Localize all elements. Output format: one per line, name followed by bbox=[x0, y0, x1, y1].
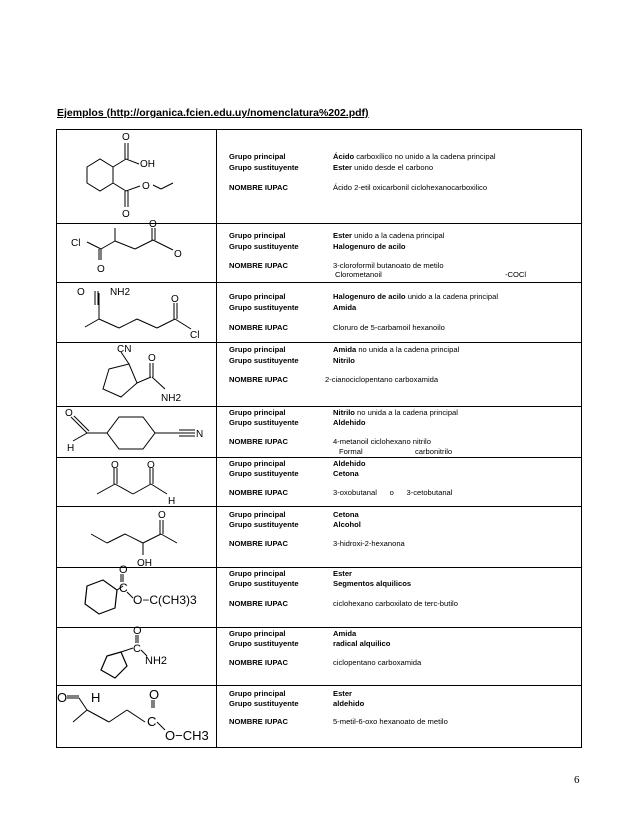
text-label: Amida bbox=[333, 345, 357, 354]
text-label: NOMBRE IUPAC bbox=[229, 375, 288, 384]
atom-label: Cl bbox=[71, 238, 81, 249]
examples-table bbox=[56, 129, 582, 748]
atom-label: C bbox=[147, 714, 157, 729]
atom-label: H bbox=[91, 690, 101, 705]
text-label: Ácido 2-etil oxicarbonil ciclohexanocarboxilico bbox=[333, 183, 488, 192]
atom-label: H bbox=[67, 443, 75, 454]
info-cell bbox=[217, 283, 582, 343]
text-label: NOMBRE IUPAC bbox=[229, 261, 288, 270]
text-label: NOMBRE IUPAC bbox=[229, 488, 288, 497]
info-cell bbox=[217, 568, 582, 628]
info-cell bbox=[217, 628, 582, 686]
text-label: 3-oxobutanal o 3-cetobutanal bbox=[333, 488, 453, 497]
atom-label: O bbox=[77, 287, 85, 298]
text-label: Halogenuro de acilo bbox=[333, 292, 406, 301]
text-label: Grupo sustituyente bbox=[229, 520, 299, 529]
text-label: Grupo principal bbox=[229, 231, 286, 240]
text-label: Grupo principal bbox=[229, 292, 286, 301]
text-label: NOMBRE IUPAC bbox=[229, 539, 288, 548]
text-label: Amida bbox=[333, 629, 357, 638]
info-cell bbox=[217, 458, 582, 507]
table-row bbox=[57, 628, 582, 686]
text-label: radical alquilico bbox=[333, 639, 391, 648]
text-label: carboxílico no unido a la cadena principal bbox=[354, 152, 496, 161]
atom-label: OH bbox=[137, 558, 152, 569]
atom-label: O bbox=[119, 564, 128, 576]
text-label: 3-cloroformil butanoato de metilo bbox=[333, 261, 444, 270]
text-label: Grupo sustituyente bbox=[229, 356, 299, 365]
text-label: Grupo sustituyente bbox=[229, 699, 299, 708]
atom-label: O bbox=[147, 460, 155, 471]
structure-cell bbox=[57, 407, 217, 458]
text-label: Grupo principal bbox=[229, 152, 286, 161]
text-label: unido desde el carbono bbox=[352, 163, 434, 172]
text-label: 3-hidroxi-2-hexanona bbox=[333, 539, 405, 548]
atom-label: OH bbox=[140, 159, 155, 170]
atom-label: C bbox=[119, 581, 128, 595]
molecule-structure-2 bbox=[57, 219, 216, 283]
text-label: no unida a la cadena principal bbox=[354, 408, 458, 417]
text-label: Ester bbox=[333, 163, 352, 172]
text-label: 2-cianociclopentano carboxamida bbox=[325, 375, 439, 384]
atom-label: O bbox=[133, 625, 142, 637]
examples-heading: Ejemplos (http://organica.fcien.edu.uy/nomenclatura%202.pdf) bbox=[57, 107, 369, 119]
structure-cell bbox=[57, 283, 217, 343]
atom-label: Cl bbox=[190, 330, 200, 341]
text-label: Grupo sustituyente bbox=[229, 242, 299, 251]
text-label: aldehido bbox=[333, 699, 365, 708]
molecule-structure-10 bbox=[57, 686, 216, 748]
structure-cell bbox=[57, 219, 217, 283]
text-label: Grupo sustituyente bbox=[229, 303, 299, 312]
text-label: Nitrilo bbox=[333, 408, 355, 417]
atom-label: O bbox=[174, 249, 182, 260]
alt-name: Clorometanoil bbox=[335, 270, 382, 279]
atom-label: O bbox=[158, 510, 166, 521]
atom-label: O bbox=[57, 690, 68, 705]
text-label: Ester bbox=[333, 569, 352, 578]
molecule-structure-5 bbox=[57, 407, 216, 458]
text-label: ciclohexano carboxilato de terc-butilo bbox=[333, 599, 458, 608]
table-row bbox=[57, 568, 582, 628]
atom-label: CN bbox=[117, 344, 132, 355]
page-number: 6 bbox=[574, 774, 580, 786]
text-label: Amida bbox=[333, 303, 357, 312]
table-row bbox=[57, 343, 582, 407]
atom-label: O bbox=[171, 294, 179, 305]
molecule-structure-3 bbox=[57, 283, 216, 343]
info-cell bbox=[217, 130, 582, 224]
atom-label: H bbox=[168, 496, 176, 507]
structure-cell bbox=[57, 343, 217, 407]
info-cell bbox=[217, 686, 582, 748]
text-label: 4-metanoil ciclohexano nitrilo bbox=[333, 437, 431, 446]
text-label: Grupo sustituyente bbox=[229, 163, 299, 172]
text-label: Cetona bbox=[333, 469, 359, 478]
structure-cell bbox=[57, 130, 217, 224]
molecule-structure-9 bbox=[57, 625, 216, 686]
text-label: NOMBRE IUPAC bbox=[229, 717, 288, 726]
atom-label: O bbox=[65, 408, 73, 419]
table-row bbox=[57, 686, 582, 748]
text-label: Grupo principal bbox=[229, 689, 286, 698]
table-row bbox=[57, 130, 582, 224]
text-label: Ácido bbox=[333, 152, 355, 161]
table-row bbox=[57, 283, 582, 343]
molecule-structure-7 bbox=[57, 507, 216, 568]
text-label: NOMBRE IUPAC bbox=[229, 437, 288, 446]
atom-label: O−C(CH3)3 bbox=[133, 593, 197, 607]
atom-label: O bbox=[142, 181, 150, 192]
alt-name-suffix: carbonitrilo bbox=[415, 447, 453, 456]
text-label: NOMBRE IUPAC bbox=[229, 599, 288, 608]
structure-cell bbox=[57, 625, 217, 686]
atom-label: O bbox=[149, 219, 157, 230]
text-label: Grupo sustituyente bbox=[229, 469, 299, 478]
text-label: Grupo sustituyente bbox=[229, 579, 299, 588]
structure-cell bbox=[57, 458, 217, 507]
text-label: Grupo principal bbox=[229, 459, 286, 468]
text-label: Nitrilo bbox=[333, 356, 355, 365]
text-label: Halogenuro de acilo bbox=[333, 242, 406, 251]
text-label: Grupo sustituyente bbox=[229, 418, 299, 427]
text-label: ciclopentano carboxamida bbox=[333, 658, 422, 667]
atom-label: O bbox=[122, 209, 130, 220]
alt-formula: -COCl bbox=[505, 270, 527, 279]
text-label: Grupo principal bbox=[229, 569, 286, 578]
table-row bbox=[57, 407, 582, 458]
table-row bbox=[57, 507, 582, 568]
info-cell bbox=[217, 507, 582, 568]
atom-label: NH2 bbox=[161, 393, 182, 404]
text-label: Aldehido bbox=[333, 418, 366, 427]
text-label: Grupo sustituyente bbox=[229, 639, 299, 648]
text-label: Cloruro de 5-carbamoil hexanoilo bbox=[333, 323, 445, 332]
info-cell bbox=[217, 224, 582, 283]
atom-label: O bbox=[97, 264, 105, 275]
info-cell bbox=[217, 343, 582, 407]
text-label: NOMBRE IUPAC bbox=[229, 323, 288, 332]
text-label: Cetona bbox=[333, 510, 359, 519]
text-label: Grupo principal bbox=[229, 629, 286, 638]
atom-label: NH2 bbox=[145, 655, 168, 667]
text-label: unido a la cadena principal bbox=[405, 292, 499, 301]
structure-cell bbox=[57, 507, 217, 568]
text-label: Ester bbox=[333, 689, 352, 698]
text-label: no unida a la cadena principal bbox=[356, 345, 460, 354]
text-label: NOMBRE IUPAC bbox=[229, 183, 288, 192]
atom-label: O−CH3 bbox=[165, 728, 209, 743]
text-label: unido a la cadena principal bbox=[352, 231, 445, 240]
alt-name: Formal bbox=[339, 447, 363, 456]
text-label: Grupo principal bbox=[229, 345, 286, 354]
text-label: Grupo principal bbox=[229, 510, 286, 519]
atom-label: NH2 bbox=[110, 287, 131, 298]
info-cell bbox=[217, 407, 582, 458]
text-label: Ester bbox=[333, 231, 352, 240]
atom-label: O bbox=[111, 460, 119, 471]
molecule-structure-8 bbox=[57, 564, 216, 628]
molecule-structure-1 bbox=[57, 130, 216, 224]
atom-label: N bbox=[196, 429, 204, 440]
table-row bbox=[57, 224, 582, 283]
text-label: Segmentos alquilicos bbox=[333, 579, 412, 588]
atom-label: O bbox=[149, 687, 160, 702]
molecule-structure-6 bbox=[57, 458, 216, 507]
text-label: Grupo principal bbox=[229, 408, 286, 417]
text-label: NOMBRE IUPAC bbox=[229, 658, 288, 667]
atom-label: O bbox=[122, 132, 130, 143]
text-label: Aldehido bbox=[333, 459, 366, 468]
molecule-structure-4 bbox=[57, 343, 216, 407]
table-row bbox=[57, 458, 582, 507]
structure-cell bbox=[57, 686, 217, 748]
atom-label: O bbox=[148, 353, 156, 364]
text-label: 5-metil-6-oxo hexanoato de metilo bbox=[333, 717, 448, 726]
structure-cell bbox=[57, 564, 217, 628]
atom-label: C bbox=[133, 643, 141, 655]
text-label: Alcohol bbox=[333, 520, 361, 529]
